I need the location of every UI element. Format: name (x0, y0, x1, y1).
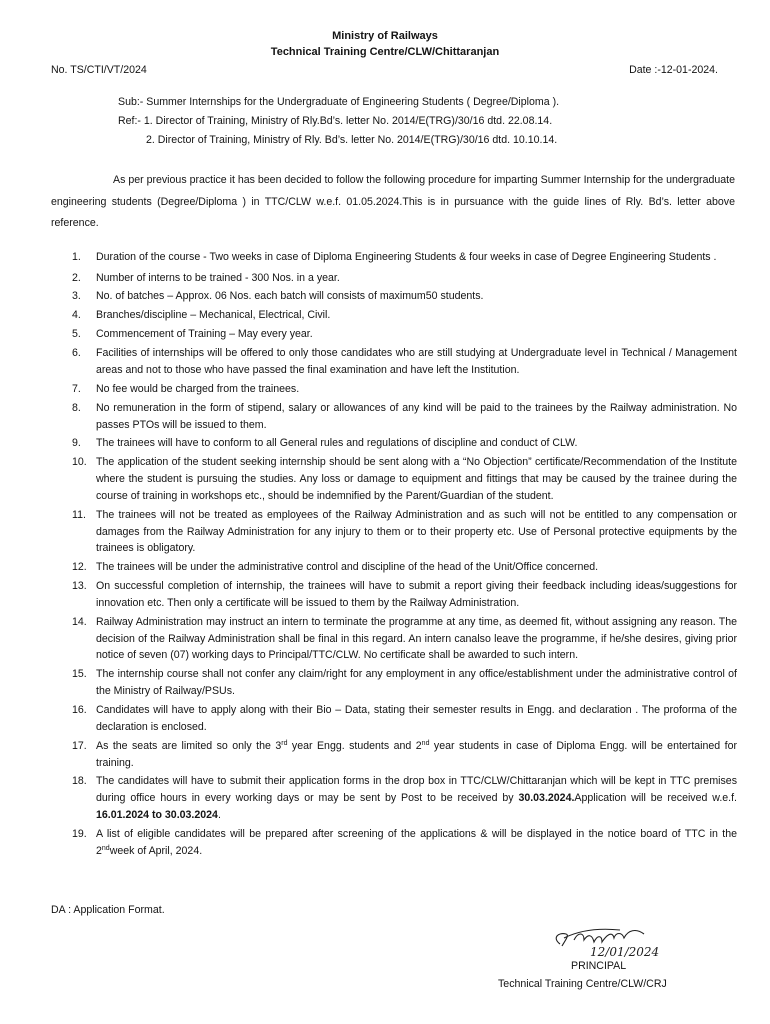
procedure-list (51, 248, 737, 862)
item-text: Railway Administration may instruct an intern to terminate the programme at any time, as deemed fit, without assigning any reason. The decision of the Railway Administration shall be final in this regard. An intern canalso leave the programme, if he/she desires, giving prior notice of seven (07) working days to Principal/TTC/CLW. No certificate shall be awarded to such intern. (96, 615, 737, 662)
item-number: 6. (72, 347, 81, 360)
item-text: On successful completion of internship, the trainees will have to submit a report giving their feedback including ideas/suggestions for innovation etc. Then only a certificate will be issued to them by the Railway Administration. (96, 580, 737, 609)
list-item (51, 307, 737, 324)
list-item (51, 666, 737, 700)
item-number: 3. (72, 290, 81, 303)
list-item (51, 345, 737, 379)
list-item (51, 326, 737, 343)
item-number: 12. (72, 561, 87, 574)
item-text: Number of interns to be trained - 300 Nos. in a year. (96, 271, 340, 284)
list-item (51, 507, 737, 557)
item-text: Commencement of Training – May every year. (96, 328, 313, 341)
list-item (51, 248, 737, 268)
enclosure-note: DA : Application Format. (51, 904, 165, 916)
item-number: 9. (72, 437, 81, 450)
item-text: The internship course shall not confer any claim/right for any employment in any office/establishment under the administrative control of the Ministry of Railway/PSUs. (96, 668, 737, 698)
list-item (51, 614, 737, 664)
item-number: 14. (72, 615, 87, 628)
intro-paragraph: As per previous practice it has been decided to follow the following procedure for imparting Summer Internship for the undergraduate engineering students (Degree/Diploma ) in TTC/CLW w.e.f. 01.05.2024.This is in pursuance with the guide lines of Rly. Bd’s. letter above reference. (51, 174, 735, 229)
item-text: The application of the student seeking internship should be sent along with a “No Objection” certificate/Recommendation of the Institute where the student is pursuing the studies. Any loss or damage to equipment and fittings that may be caused by the trainee during the course of training in workshops etc., should be indemnified by the Parent/Guardian of the student. (96, 456, 737, 502)
item-text: The trainees will have to conform to all General rules and regulations of discipline and conduct of CLW. (96, 437, 578, 450)
item-number: 18. (72, 775, 87, 788)
list-item (51, 773, 737, 823)
item-number: 2. (72, 271, 81, 284)
item-number: 1. (72, 251, 81, 263)
reference-number: No. TS/CTI/VT/2024 (51, 64, 147, 76)
item-number: 7. (72, 382, 81, 395)
list-item (51, 435, 737, 452)
list-item (51, 288, 737, 305)
item-text: No remuneration in the form of stipend, salary or allowances of any kind will be paid to the trainees by the Railway administration. No passes PTOs will be issued to them. (96, 401, 737, 431)
list-item (51, 454, 737, 504)
signatory-office: Technical Training Centre/CLW/CRJ (498, 978, 667, 990)
item-number: 17. (72, 739, 87, 752)
document-date: Date :-12-01-2024. (629, 64, 718, 76)
item-number: 13. (72, 580, 87, 593)
item-text: No fee would be charged from the trainees. (96, 382, 300, 395)
item-number: 16. (72, 704, 87, 717)
application-window: 16.01.2024 to 30.03.2024 (96, 809, 218, 821)
item-text: Facilities of internships will be offered to only those candidates who are still studying at Undergraduate level in Technical / Management areas and not to those who have passed the final examination and have left the Institution. (96, 347, 737, 376)
item-text: The candidates will have to submit their application forms in the drop box in TTC/CLW/Chittaranjan which will be kept in TTC premises during office hours in every working days or may be sent by Post to be received by 30.03.2024.Application will be received w.e.f. 16.01.2024 to 30.03.2024. (96, 775, 737, 821)
list-item (51, 381, 737, 398)
list-item (51, 400, 737, 434)
item-number: 5. (72, 328, 81, 341)
item-text: As the seats are limited so only the 3rd year Engg. students and 2nd year students in case of Diploma Engg. will be entertained for training. (96, 739, 738, 769)
item-number: 11. (72, 508, 86, 521)
item-number: 19. (72, 827, 87, 840)
subject-line: Sub:- Summer Internships for the Undergraduate of Engineering Students ( Degree/Diploma ). (118, 96, 560, 108)
item-number: 10. (72, 456, 87, 469)
item-text: No. of batches – Approx. 06 Nos. each batch will consists of maximum50 students. (96, 290, 484, 303)
item-number: 8. (72, 401, 81, 414)
item-text: Branches/discipline – Mechanical, Electrical, Civil. (96, 309, 331, 322)
item-number: 4. (72, 309, 81, 322)
list-item (51, 826, 737, 860)
reference-line-1: Ref:- 1. Director of Training, Ministry of Rly.Bd’s. letter No. 2014/E(TRG)/30/16 dtd. 22.08.14. (118, 115, 553, 127)
centre-heading: Technical Training Centre/CLW/Chittaranjan (270, 46, 500, 58)
deadline-date: 30.03.2024. (518, 792, 575, 805)
item-text: The trainees will be under the administrative control and discipline of the head of the Unit/Office concerned. (96, 561, 599, 574)
list-item (51, 578, 737, 612)
item-number: 15. (72, 668, 87, 681)
list-item (51, 270, 737, 287)
list-item (51, 738, 737, 772)
reference-line-2: 2. Director of Training, Ministry of Rly. Bd’s. letter No. 2014/E(TRG)/30/16 dtd. 10.10.14. (146, 134, 558, 146)
item-text: A list of eligible candidates will be prepared after screening of the applications & will be displayed in the notice board of TTC in the 2ndweek of April, 2024. (96, 827, 737, 857)
svg-text:12/01/2024: 12/01/2024 (590, 945, 660, 959)
ministry-heading: Ministry of Railways (332, 30, 438, 42)
item-text: Candidates will have to apply along with their Bio – Data, stating their semester results in Engg. and declaration . The proforma of the declaration is enclosed. (96, 704, 737, 733)
item-text: The trainees will not be treated as employees of the Railway Administration and as such will not be entitled to any compensation or damages from the Railway Administration for any injury to them or to their property etc. Use of Personal protective equipments by the trainees is obligatory. (96, 508, 737, 555)
list-item (51, 559, 737, 576)
item-text: Duration of the course - Two weeks in case of Diploma Engineering Students & four weeks in case of Degree Engineering Students . (96, 251, 717, 263)
list-item (51, 702, 737, 736)
signatory-title: PRINCIPAL (571, 960, 627, 972)
